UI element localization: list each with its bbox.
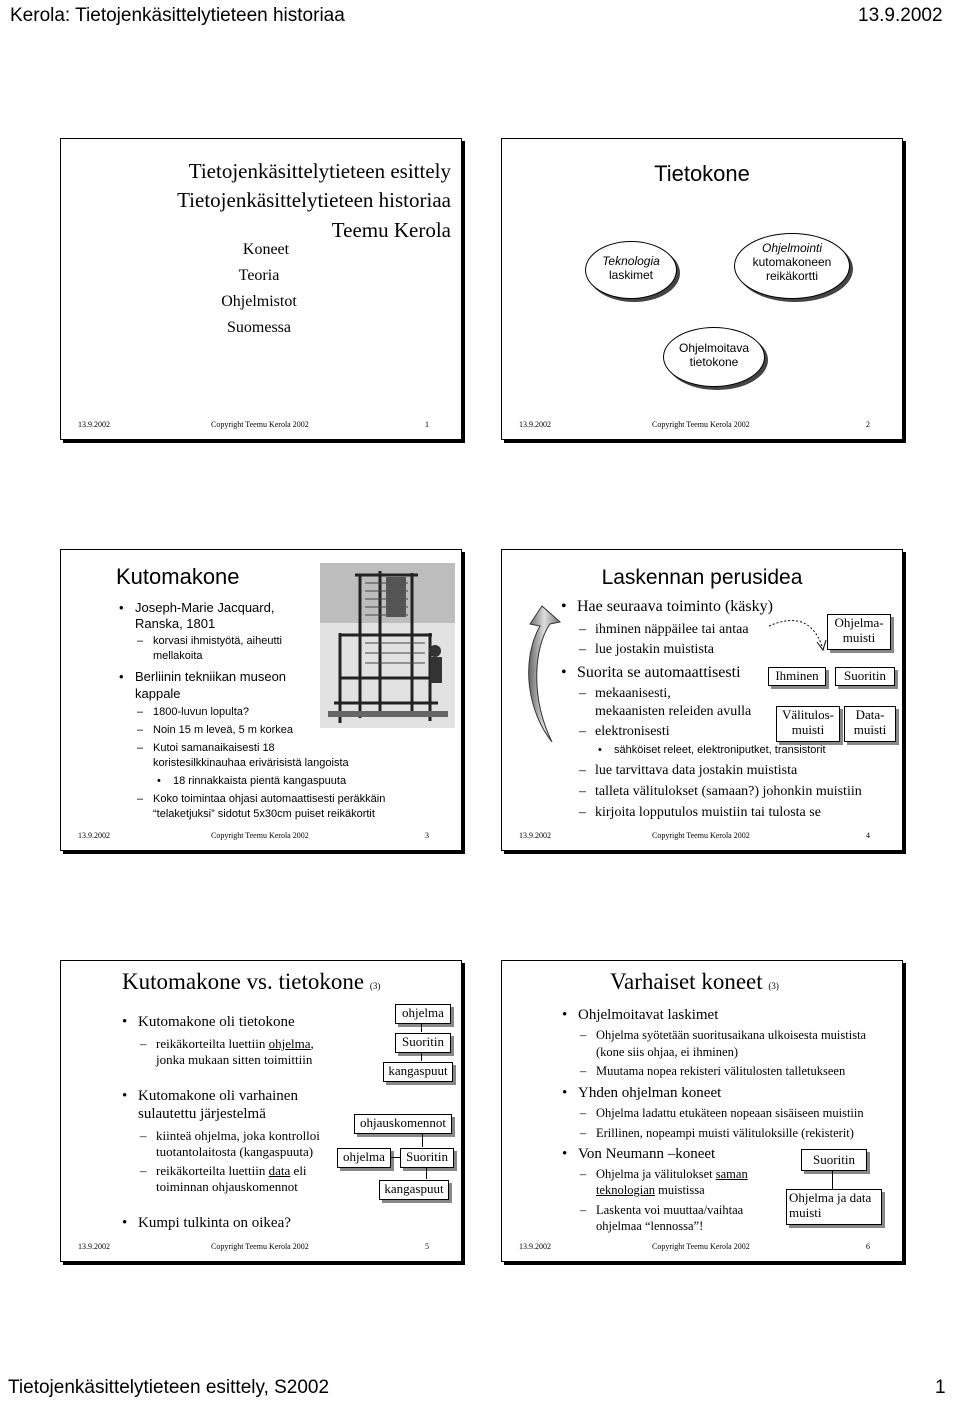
slide-3-title: Kutomakone: [116, 564, 240, 589]
sub-preloaded: – Ohjelma ladattu etukäteen nopeaan sisäiseen muistiin: [596, 1106, 864, 1121]
box-human: Ihminen: [768, 667, 826, 686]
diagram-memory-line1: Ohjelma ja data: [789, 1190, 872, 1205]
bullet-programmable-calculators: • Ohjelmoitavat laskimet: [578, 1007, 718, 1024]
sub-size: – Noin 15 m leveä, 5 m korkea: [153, 724, 293, 736]
sub-riots-line2: mellakoita: [153, 650, 203, 662]
slide-footer-copyright: Copyright Teemu Kerola 2002: [211, 420, 309, 429]
sub-cards-line1: – Koko toimintaa ohjasi automaattisesti peräkkäin: [153, 793, 385, 805]
node-programming: [734, 233, 850, 299]
bullet-jacquard-line2: Ranska, 1801: [135, 616, 216, 631]
sub-ribbons-line2: koristesilkkinauhaa erivärisistä langoista: [153, 757, 349, 769]
slide-footer-date: 13.9.2002: [519, 420, 551, 429]
diagram-memory-line2: muisti: [789, 1205, 822, 1220]
bullet-museum-line1: • Berliinin tekniikan museon: [135, 669, 286, 684]
sub-program-read-pre: reikäkorteilta luettiin: [156, 1036, 269, 1051]
diagram-commands-box: ohjauskomennot: [354, 1114, 452, 1134]
diagram-processor-box: Suoritin: [395, 1033, 451, 1053]
connector: [426, 1167, 427, 1179]
slide-2: [501, 138, 903, 440]
sub-fixed-program-line1: – kiinteä ohjelma, joka kontrolloi: [156, 1128, 320, 1144]
page-footer-title: Tietojenkäsittelytieteen esittely, S2002: [8, 1377, 330, 1398]
sub-data-read-underlined: data: [268, 1163, 291, 1178]
toc-item: Ohjelmistot: [221, 293, 297, 310]
slide-6-title-suffix: (3): [768, 981, 779, 991]
toc-item: Suomessa: [227, 319, 291, 336]
bullet-embedded-line1: • Kutomakone oli varhainen: [138, 1088, 298, 1105]
diagram-loom-box: kangaspuut: [383, 1062, 453, 1082]
slide-footer-date: 13.9.2002: [78, 420, 110, 429]
box-data-memory: [844, 706, 896, 742]
diagram-program-box-2: ohjelma: [337, 1148, 391, 1168]
diagram-memory-box: [786, 1189, 882, 1225]
sub-data-read-pre: reikäkorteilta luettiin: [156, 1163, 269, 1178]
sub-data-read: [156, 1163, 307, 1179]
page-header-title: Kerola: Tietojenkäsittelytieteen historiaa: [10, 5, 345, 26]
bullet-embedded-line2: sulautettu järjestelmä: [138, 1106, 266, 1122]
slide-footer-copyright: Copyright Teemu Kerola 2002: [211, 1242, 309, 1251]
sub-write-result: – kirjoita lopputulos muistiin tai tulosta se: [595, 805, 821, 821]
sub-same-tech-underlined: saman: [715, 1167, 748, 1181]
bullet-fetch: • Hae seuraava toiminto (käsky): [577, 598, 773, 616]
sub-external-memory-line1: – Ohjelma syötetään suoritusaikana ulkoisesta muistista: [596, 1028, 866, 1043]
sub-read-memory: – lue jostakin muistista: [595, 642, 714, 658]
slide-6-title-text: Varhaiset koneet: [610, 969, 763, 994]
node-programming-line2: kutomakoneen: [752, 255, 832, 269]
slide-footer-date: 13.9.2002: [519, 1242, 551, 1251]
sub-sub-looms: • 18 rinnakkaista pientä kangaspuuta: [173, 775, 346, 787]
slide-footer-date: 13.9.2002: [519, 831, 551, 840]
diagram-program-box: ohjelma: [395, 1004, 451, 1024]
slide-1-title-line1: Tietojenkäsittelytieteen esittely: [188, 159, 451, 183]
slide-footer-copyright: Copyright Teemu Kerola 2002: [652, 420, 750, 429]
node-technology: [585, 241, 677, 299]
bullet-question: • Kumpi tulkinta on oikea?: [138, 1215, 291, 1232]
bullet-loom-computer: • Kutomakone oli tietokone: [138, 1014, 295, 1031]
slide-6: [501, 960, 903, 1262]
slide-footer-copyright: Copyright Teemu Kerola 2002: [652, 831, 750, 840]
slide-2-title: Tietokone: [654, 161, 750, 186]
sub-era: – 1800-luvun lopulta?: [153, 706, 249, 718]
slide-number: 1: [425, 420, 429, 429]
slide-number: 6: [866, 1242, 870, 1251]
sub-relays: mekaanisten releiden avulla: [595, 704, 752, 719]
toc-item: Teoria: [238, 267, 280, 284]
slide-5-title-text: Kutomakone vs. tietokone: [122, 969, 365, 994]
sub-same-tech-pre: Ohjelma ja välitulokset: [596, 1167, 716, 1181]
node-technology-label: Teknologia: [602, 254, 660, 268]
sub-mechanical: – mekaanisesti,: [595, 686, 671, 702]
bullet-von-neumann: • Von Neumann –koneet: [578, 1146, 715, 1163]
sub-electronic: – elektronisesti: [595, 724, 670, 740]
slide-footer-copyright: Copyright Teemu Kerola 2002: [652, 1242, 750, 1251]
connector: [422, 1133, 423, 1147]
slide-3: [60, 549, 462, 851]
connector: [390, 1157, 400, 1158]
sub-separate-memory: – Erillinen, nopeampi muisti välituloksille (rekisterit): [596, 1126, 854, 1141]
sub-sub-components: • sähköiset releet, elektroniputket, transistorit: [614, 744, 826, 756]
sub-same-tech-line1: [596, 1167, 748, 1182]
box-program-memory-line2: muisti: [842, 630, 876, 645]
slide-5-title-suffix: (3): [369, 981, 381, 991]
sub-data-read-post: eli: [290, 1163, 307, 1178]
sub-same-tech-line2-underlined: teknologian: [596, 1183, 656, 1197]
slide-6-title: [610, 969, 779, 995]
node-programming-line3: reikäkortti: [765, 269, 818, 283]
box-program-memory-line1: Ohjelma-: [834, 615, 884, 630]
box-program-memory: [827, 614, 891, 650]
slide-4: [501, 549, 903, 851]
bullet-single-program: • Yhden ohjelman koneet: [578, 1085, 721, 1102]
node-computer-line1: Ohjelmoitava: [678, 341, 750, 355]
sub-registers: – Muutama nopea rekisteri välitulosten talletukseen: [596, 1064, 845, 1079]
bullet-museum-line2: kappale: [135, 686, 181, 701]
box-intermediate-memory-line1: Välitulos-: [782, 707, 834, 722]
slide-5-title: [122, 969, 380, 995]
box-data-memory-line1: Data-: [855, 707, 885, 722]
slide-1-author: Teemu Kerola: [331, 218, 451, 242]
node-computer-line2: tietokone: [689, 355, 739, 369]
diagram-processor-box-2: Suoritin: [400, 1148, 454, 1168]
connector: [421, 1023, 422, 1032]
slide-number: 3: [425, 831, 429, 840]
box-processor: Suoritin: [835, 667, 895, 686]
toc-item: Koneet: [242, 241, 290, 258]
connector: [832, 1170, 833, 1189]
node-computer: [663, 327, 765, 387]
box-data-memory-line2: muisti: [853, 722, 887, 737]
sub-external-memory-line2: (kone siis ohjaa, ei ihminen): [596, 1045, 738, 1059]
box-intermediate-memory: [776, 706, 840, 742]
sub-program-read: [156, 1036, 314, 1052]
sub-fixed-program-line2: tuotantolaitosta (kangaspuuta): [156, 1144, 314, 1159]
page-header-date: 13.9.2002: [858, 5, 943, 26]
bullet-jacquard-line1: • Joseph-Marie Jacquard,: [135, 600, 274, 615]
sub-same-tech-line2-post: muistissa: [655, 1183, 705, 1197]
node-programming-label: Ohjelmointi: [761, 241, 823, 255]
loop-arrow-icon: [512, 602, 562, 752]
diagram-processor-box: Suoritin: [801, 1149, 867, 1171]
box-intermediate-memory-line2: muisti: [791, 722, 825, 737]
slide-footer-date: 13.9.2002: [78, 831, 110, 840]
sub-program-read-underlined: ohjelma: [268, 1036, 311, 1051]
slide-number: 2: [866, 420, 870, 429]
slide-5: [60, 960, 462, 1262]
sub-self-modify-line2: ohjelmaa “lennossa”!: [596, 1219, 704, 1233]
slide-number: 5: [425, 1242, 429, 1251]
slide-4-title: Laskennan perusidea: [601, 566, 803, 589]
page-footer-page-number: 1: [935, 1377, 946, 1398]
sub-riots-line1: – korvasi ihmistyötä, aiheutti: [153, 635, 282, 647]
sub-read-data: – lue tarvittava data jostakin muistista: [595, 763, 797, 779]
sub-data-read-line2: toiminnan ohjauskomennot: [156, 1179, 298, 1194]
node-technology-text: laskimet: [608, 268, 653, 282]
sub-self-modify-line1: – Laskenta voi muuttaa/vaihtaa: [596, 1203, 743, 1218]
slide-1-title-line2: Tietojenkäsittelytieteen historiaa: [177, 188, 451, 212]
bullet-execute: • Suorita se automaattisesti: [577, 664, 741, 682]
loom-photo: [320, 563, 455, 728]
diagram-loom-box-2: kangaspuut: [379, 1180, 449, 1200]
sub-store-intermediate: – talleta välitulokset (samaan?) johonkin muistiin: [595, 784, 862, 800]
sub-program-read-post: ,: [310, 1036, 314, 1051]
sub-same-tech-line2: [596, 1183, 705, 1198]
slide-1: [60, 138, 462, 440]
slide-footer-date: 13.9.2002: [78, 1242, 110, 1251]
sub-program-read-line2: jonka mukaan sitten toimittiin: [156, 1052, 313, 1067]
sub-cards-line2: “telaketjuksi” sidotut 5x30cm puiset reikäkortit: [153, 808, 375, 820]
sub-human: – ihminen näppäilee tai antaa: [595, 622, 749, 638]
loom-photo-icon: [320, 563, 455, 728]
connector: [421, 1052, 422, 1061]
slide-number: 4: [866, 831, 870, 840]
slide-footer-copyright: Copyright Teemu Kerola 2002: [211, 831, 309, 840]
sub-ribbons-line1: – Kutoi samanaikaisesti 18: [153, 742, 275, 754]
